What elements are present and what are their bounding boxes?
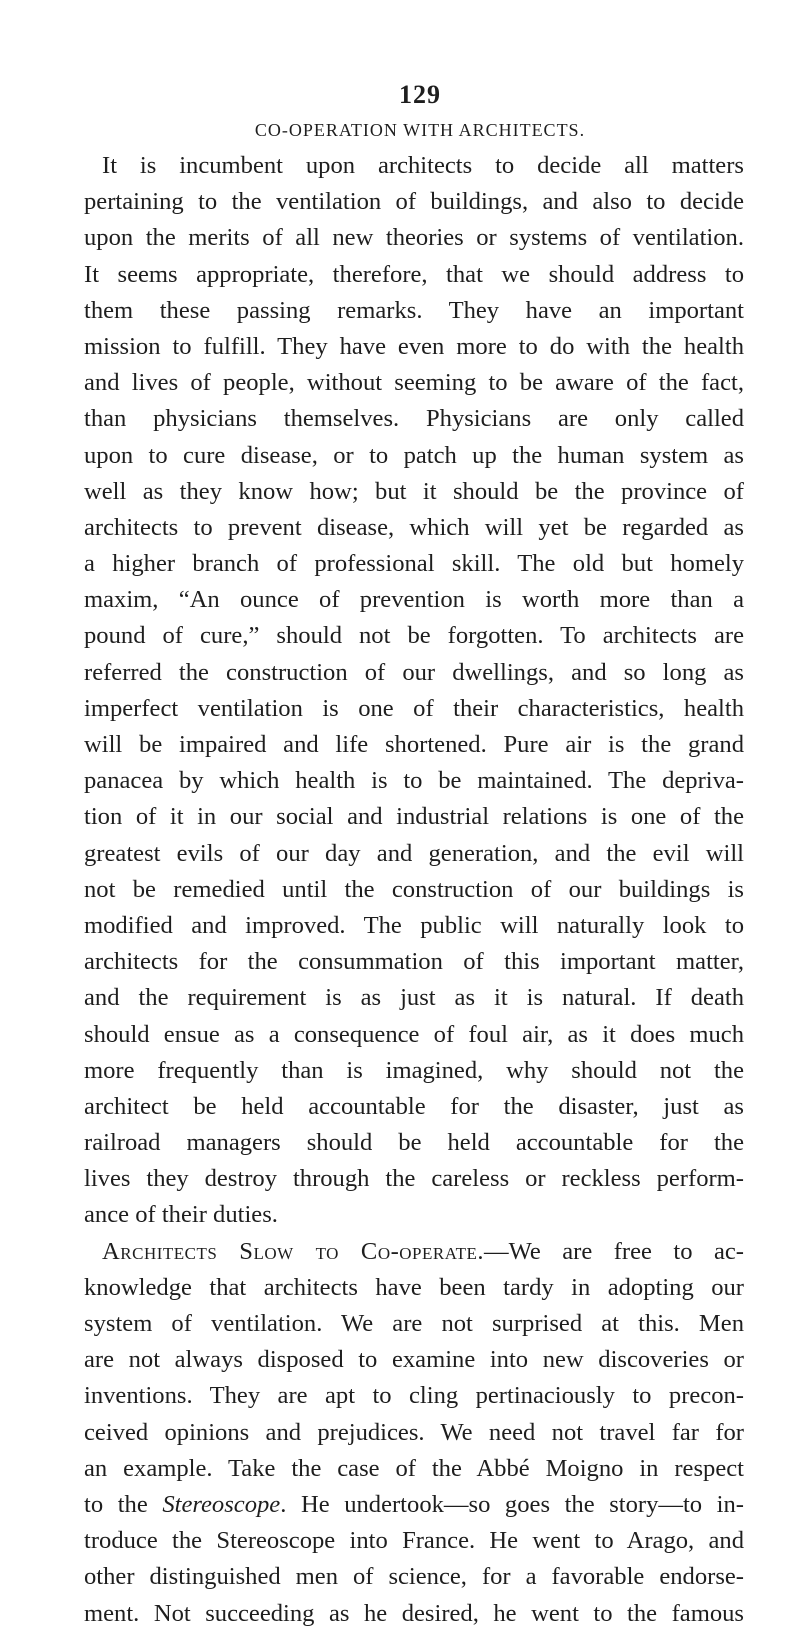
text-line: and lives of people, without seeming to be aware of the fact, xyxy=(84,369,744,397)
text-line: ance of their duties. xyxy=(84,1201,278,1229)
text-line: more frequently than is imagined, why should not the xyxy=(84,1056,744,1084)
text-line: a higher branch of professional skill. The old but homely xyxy=(84,550,744,578)
text-line: are not always disposed to examine into new discoveries or xyxy=(84,1346,744,1374)
text-line: maxim, “An ounce of prevention is worth more than a xyxy=(84,586,744,614)
running-head: CO-OPERATION WITH ARCHITECTS. xyxy=(254,120,586,140)
text-line: mission to fulfill. They have even more to do with the health xyxy=(84,332,744,360)
text-line: an example. Take the case of the Abbé Moigno in respect xyxy=(84,1454,744,1482)
text-line: not be remedied until the construction of our buildings is xyxy=(84,875,744,903)
page-number: 129 xyxy=(399,80,441,109)
text-line: architects to prevent disease, which will yet be regarded as xyxy=(84,513,744,541)
text-line: modified and improved. The public will naturally look to xyxy=(84,911,744,939)
text-line: It is incumbent upon architects to decide all matters xyxy=(102,152,744,179)
text-line: architect be held accountable for the disaster, just as xyxy=(84,1092,744,1120)
text-line: upon to cure disease, or to patch up the human system as xyxy=(84,441,744,469)
text-line: than physicians themselves. Physicians are only called xyxy=(84,405,744,433)
text-line: system of ventilation. We are not surprised at this. Men xyxy=(84,1310,744,1337)
text-line: It seems appropriate, therefore, that we should address to xyxy=(84,260,744,288)
text-line: tion of it in our social and industrial relations is one of the xyxy=(84,803,744,831)
text-line: should ensue as a consequence of foul air, as it does much xyxy=(84,1020,744,1048)
section-heading: Architects Slow to Co-operate. xyxy=(102,1237,485,1265)
text-line: well as they know how; but it should be the province of xyxy=(84,477,744,505)
stereoscope-line-before: to the xyxy=(84,1490,163,1518)
text-line: architects for the consummation of this important matter, xyxy=(84,948,744,976)
text-line: them these passing remarks. They have an important xyxy=(84,296,744,324)
section-first-line-rest: —We are free to ac- xyxy=(484,1237,744,1265)
text-line: imperfect ventilation is one of their characteristics, health xyxy=(84,694,744,722)
text-line: troduce the Stereoscope into France. He went to Arago, and xyxy=(84,1527,744,1555)
body-text xyxy=(84,148,744,1632)
text-line: ment. Not succeeding as he desired, he went to the famous xyxy=(84,1599,744,1627)
text-line: will be impaired and life shortened. Pure air is the grand xyxy=(84,731,744,758)
text-line: greatest evils of our day and generation, and the evil will xyxy=(84,839,744,867)
stereoscope-line xyxy=(84,1487,744,1523)
text-line: lives they destroy through the careless or reckless perform- xyxy=(84,1165,744,1193)
text-line: and the requirement is as just as it is natural. If death xyxy=(84,984,744,1012)
text-line: pound of cure,” should not be forgotten. To architects are xyxy=(84,622,744,650)
text-line: knowledge that architects have been tardy in adopting our xyxy=(84,1273,744,1301)
text-line: upon the merits of all new theories or systems of ventilation. xyxy=(84,224,744,252)
text-line: panacea by which health is to be maintained. The depriva- xyxy=(84,767,744,795)
stereoscope-italic: Stereoscope xyxy=(162,1490,281,1518)
text-line: referred the construction of our dwellings, and so long as xyxy=(84,658,744,686)
text-line: other distinguished men of science, for a favorable endorse- xyxy=(84,1563,744,1591)
text-line: ceived opinions and prejudices. We need not travel far for xyxy=(84,1418,744,1446)
text-line: railroad managers should be held accountable for the xyxy=(84,1129,744,1157)
text-line: inventions. They are apt to cling pertinaciously to precon- xyxy=(84,1382,744,1410)
section-first-line xyxy=(84,1234,744,1270)
stereoscope-line-after: . He undertook—so goes the story—to in- xyxy=(280,1490,744,1518)
text-line: pertaining to the ventilation of buildings, and also to decide xyxy=(84,188,744,216)
